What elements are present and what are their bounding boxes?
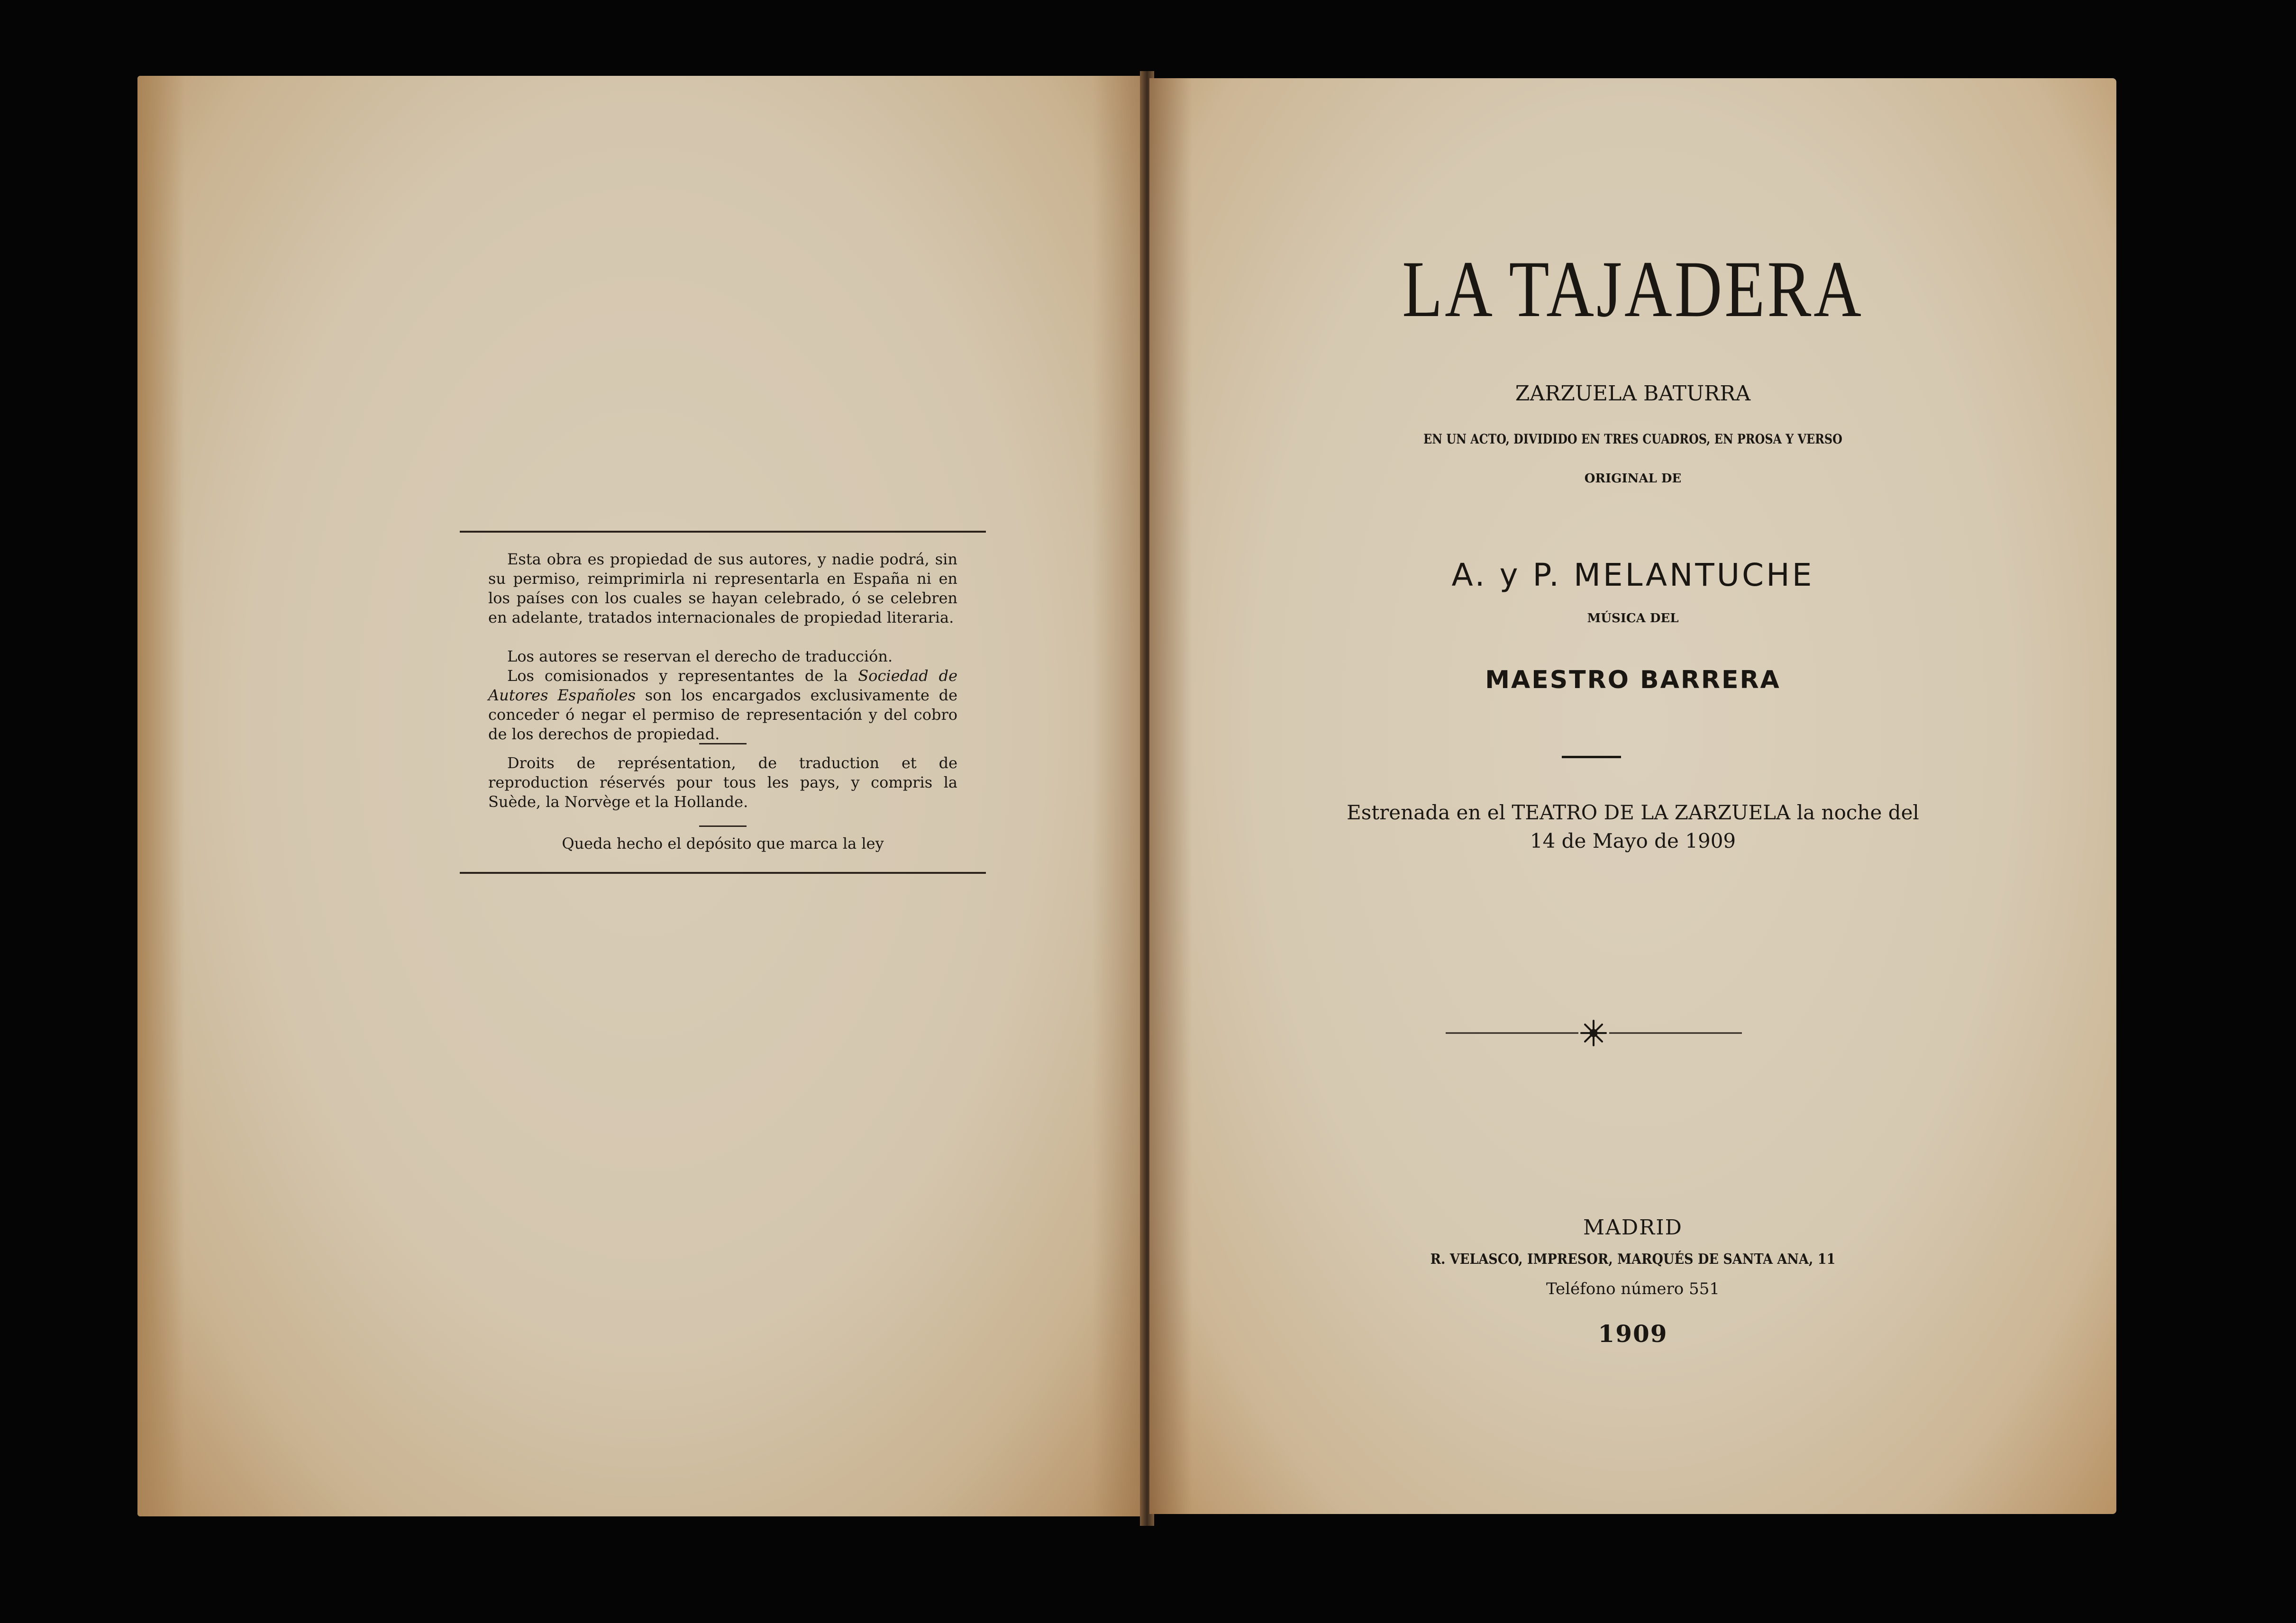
printer-address: R. VELASCO, IMPRESOR, MARQUÉS DE SANTA ANA, 11 <box>1430 1251 1836 1268</box>
bottom-rule <box>460 872 986 874</box>
premiere-info-line-2: 14 de Mayo de 1909 <box>1530 829 1736 852</box>
publication-year: 1909 <box>1598 1320 1668 1348</box>
separator-rule-1 <box>699 743 747 744</box>
publisher-city: MADRID <box>1583 1215 1683 1240</box>
subtitle: EN UN ACTO, DIVIDIDO EN TRES CUADROS, EN PROSA Y VERSO <box>1423 431 1842 447</box>
book-title: LA TAJADERA <box>1402 245 1864 334</box>
genre-label: ZARZUELA BATURRA <box>1515 381 1751 406</box>
deposit-notice: Queda hecho el depósito que marca la ley <box>562 834 884 852</box>
original-by-label: ORIGINAL DE <box>1584 471 1682 486</box>
asterisk-ornament-icon <box>1446 1014 1742 1052</box>
society-name: Sociedad de Autores Españoles <box>488 667 958 704</box>
paragraph-3-pre: Los comisionados y representantes de la <box>507 667 858 685</box>
title-separator-rule <box>1562 756 1621 758</box>
copyright-notice-box <box>460 531 986 919</box>
printer-phone: Teléfono número 551 <box>1546 1279 1720 1298</box>
left-page <box>137 76 1149 1516</box>
music-by-label: MÚSICA DEL <box>1587 611 1679 626</box>
copyright-paragraph-1: Esta obra es propiedad de sus autores, y nadie podrá, sin su permiso, reimprimirla ni representarla en España ni en los países con los cuales se hayan celebrado, ó se celebren en adelante, tratados internacionales de propiedad literaria. <box>488 550 957 626</box>
title-page <box>1149 78 2116 1514</box>
authors: A. y P. MELANTUCHE <box>1451 557 1814 593</box>
separator-rule-2 <box>699 825 747 827</box>
french-rights-notice: Droits de représentation, de traduction et de reproduction réservés pour tous les pays, y compris la Suède, la Norvège et la Hollande. <box>488 754 957 811</box>
composer: MAESTRO BARRERA <box>1485 666 1781 694</box>
paragraph-3-post: son los encargados exclusivamente de conceder ó negar el permiso de representación y del cobro de los derechos de propiedad. <box>488 686 957 743</box>
copyright-paragraph-2: Los autores se reservan el derecho de traducción. <box>507 647 893 665</box>
premiere-info-line-1: Estrenada en el TEATRO DE LA ZARZUELA la noche del <box>1347 801 1919 824</box>
copyright-paragraph-3 <box>488 666 957 744</box>
top-rule <box>460 531 986 533</box>
